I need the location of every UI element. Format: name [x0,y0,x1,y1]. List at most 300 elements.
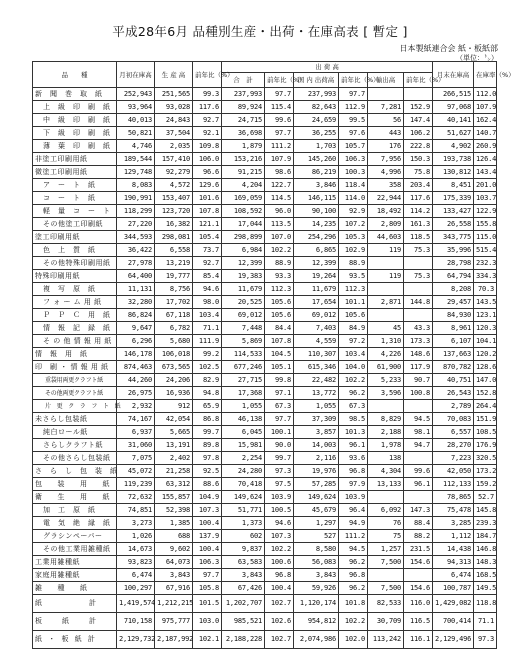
row-value: 105.8 [193,582,222,595]
header-production-yoy: 前年比（%） [193,62,222,88]
row-category: その他両更クラフト紙 [33,387,117,400]
row-value: 26,975 [117,387,155,400]
row-value: 42,050 [433,465,474,478]
row-value: 102.2 [265,543,294,556]
row-value: 97,068 [433,101,474,114]
row-value: 40,751 [433,374,474,387]
table-row [33,582,497,595]
row-value: 128.6 [474,361,497,374]
row-value: 112.0 [474,88,497,101]
row-value: 20,525 [222,296,265,309]
row-value: 102.2 [339,374,368,387]
row-value: 101.8 [339,595,368,613]
row-value: 251,565 [155,88,193,101]
row-category: 中 級 印 刷 紙 [33,114,117,127]
row-value: 36,255 [294,127,339,140]
row-value: 100.3 [339,166,368,179]
row-value [368,569,404,582]
row-value: 6,984 [222,244,265,257]
row-value: 6,782 [155,322,193,335]
row-value: 677,246 [222,361,265,374]
row-category: 微塗工印刷用紙 [33,166,117,179]
row-value: 266,515 [433,88,474,101]
row-value: 74,851 [117,504,155,517]
row-value: 86.8 [193,413,222,426]
table-row [33,335,497,348]
row-value: 254,296 [294,231,339,244]
row-value: 96.2 [339,387,368,400]
row-value: 86,219 [294,166,339,179]
row-value: 52,398 [155,504,193,517]
row-value: 874,463 [117,361,155,374]
row-value: 118.8 [474,595,497,613]
row-category: ア ー ト 紙 [33,179,117,192]
row-value: 2,254 [222,452,265,465]
table-row [33,153,497,166]
row-value: 169,059 [222,192,265,205]
row-value: 9,647 [117,322,155,335]
row-value: 912 [155,400,193,413]
row-value: 2,188 [368,426,404,439]
row-value: 118.4 [339,179,368,192]
row-value: 84.9 [339,322,368,335]
row-value: 98.1 [404,426,433,439]
row-value: 74,167 [117,413,155,426]
table-row [33,426,497,439]
row-value: 75.3 [404,270,433,283]
row-value: 99.7 [193,426,222,439]
row-value: 2,035 [155,140,193,153]
row-value: 106,018 [155,348,193,361]
row-value: 189,544 [117,153,155,166]
row-value: 1,055 [222,400,265,413]
row-value [404,257,433,270]
row-value: 97.5 [265,478,294,491]
row-value: 3,273 [117,517,155,530]
row-value: 26,543 [433,387,474,400]
row-value: 19,383 [222,270,265,283]
row-value: 108,592 [222,205,265,218]
row-value: 75 [368,530,404,543]
row-value: 37,504 [155,127,193,140]
row-category: グラシンペーパー [33,530,117,543]
row-value: 147.4 [404,114,433,127]
row-value: 123,720 [155,205,193,218]
row-value: 107.2 [339,218,368,231]
row-value: 16,936 [155,387,193,400]
row-value: 44,603 [368,231,404,244]
row-category: 電 気 絶 縁 紙 [33,517,117,530]
row-value: 21,258 [155,465,193,478]
row-value: 146,178 [117,348,155,361]
row-value: 69,012 [294,309,339,322]
table-row [33,374,497,387]
row-value: 88.2 [404,530,433,543]
row-value: 43.3 [404,322,433,335]
row-value: 1,385 [155,517,193,530]
row-value: 102.2 [265,244,294,257]
row-value: 129.6 [193,179,222,192]
row-value: 114.2 [404,205,433,218]
row-value: 32,280 [117,296,155,309]
row-value: 2,116 [294,452,339,465]
row-category: 紙 計 [33,595,117,613]
row-value: 103.0 [193,613,222,631]
row-value: 116.0 [404,595,433,613]
row-value: 1,373 [222,517,265,530]
row-category: 情 報 記 録 紙 [33,322,117,335]
row-value: 7,403 [294,322,339,335]
row-value: 129,748 [117,166,155,179]
row-value: 99.8 [265,374,294,387]
row-value: 119 [368,270,404,283]
table-row [33,452,497,465]
row-value: 2,871 [368,296,404,309]
row-value: 97.7 [193,569,222,582]
row-value: 92.9 [339,205,368,218]
row-value: 44,260 [117,374,155,387]
table-row [33,218,497,231]
row-value: 260.9 [474,140,497,153]
table-row [33,140,497,153]
row-value: 13,219 [155,257,193,270]
row-value: 176.9 [474,439,497,452]
row-value: 2,932 [117,400,155,413]
row-category: 衛 生 用 紙 [33,491,117,504]
row-value: 24,843 [155,114,193,127]
row-value: 700,414 [433,613,474,631]
table-header [33,62,515,88]
row-value: 99.6 [404,465,433,478]
row-value: 88.6 [193,478,222,491]
row-value: 65.9 [193,400,222,413]
row-value: 870,782 [433,361,474,374]
row-value: 106.0 [193,153,222,166]
row-value: 18,492 [368,205,404,218]
row-value [368,400,404,413]
row-value: 98.5 [339,413,368,426]
row-value: 114.0 [339,192,368,205]
row-value: 104.9 [193,491,222,504]
row-value: 91,215 [222,166,265,179]
row-value: 114,533 [222,348,265,361]
row-value: 99.3 [193,88,222,101]
row-value: 118.5 [404,231,433,244]
row-value: 71.1 [474,613,497,631]
row-value: 97.7 [265,413,294,426]
row-value: 1,419,574 [117,595,155,613]
row-value: 103.4 [339,348,368,361]
row-category: 塗工印刷用紙 [33,231,117,244]
row-value: 51,771 [222,504,265,517]
row-value: 70,083 [433,413,474,426]
row-value: 133,427 [433,205,474,218]
row-value: 100,297 [117,582,155,595]
row-value: 7,075 [117,452,155,465]
row-value: 59,926 [294,582,339,595]
row-value: 101.5 [193,595,222,613]
row-value: 17,702 [155,296,193,309]
row-value: 11,679 [222,283,265,296]
row-value: 84.4 [265,322,294,335]
row-value: 99.7 [265,452,294,465]
row-value: 90.0 [265,439,294,452]
row-value: 97.7 [339,88,368,101]
row-category: 片 更 ク ラ フ ト 紙 [33,400,117,413]
row-value: 112.9 [339,101,368,114]
row-value: 118,299 [117,205,155,218]
table-row [33,322,497,335]
row-value: 90,100 [294,205,339,218]
row-value: 93.6 [339,452,368,465]
row-value: 2,809 [368,218,404,231]
row-value: 42,054 [155,413,193,426]
table-row [33,88,497,101]
row-value: 31,060 [117,439,155,452]
row-value: 67,118 [155,309,193,322]
row-value [404,400,433,413]
row-value: 190,991 [117,192,155,205]
row-value: 237,993 [294,88,339,101]
row-value: 145.8 [474,504,497,517]
row-value: 146,115 [294,192,339,205]
row-value: 343,775 [433,231,474,244]
row-value: 527 [294,530,339,543]
row-value: 19,264 [294,270,339,283]
row-value: 7,500 [368,556,404,569]
row-value: 5,869 [222,335,265,348]
row-value: 2,074,986 [294,631,339,649]
row-value: 24,715 [222,114,265,127]
row-value: 19,976 [294,465,339,478]
row-value: 975,777 [155,613,193,631]
row-value: 72,632 [117,491,155,504]
row-value: 298,899 [222,231,265,244]
row-value: 111.9 [193,335,222,348]
row-value: 100.4 [265,582,294,595]
row-value: 92.5 [193,465,222,478]
row-value: 112.3 [265,283,294,296]
total-row [33,595,497,613]
row-category: その他塗工印刷紙 [33,218,117,231]
row-category: そ の 他 情 報 用 紙 [33,335,117,348]
row-value: 8,829 [368,413,404,426]
row-value: 102.1 [193,631,222,649]
row-value: 100.1 [265,426,294,439]
total-row [33,613,497,631]
row-value: 86,824 [117,309,155,322]
row-value: 50,821 [117,127,155,140]
row-value: 8,083 [117,179,155,192]
row-value: 27,978 [117,257,155,270]
table-row [33,257,497,270]
row-value: 92,279 [155,166,193,179]
row-value: 100.4 [193,543,222,556]
row-value: 203.4 [404,179,433,192]
row-value: 17,654 [294,296,339,309]
table-row [33,387,497,400]
row-value: 6,107 [433,335,474,348]
row-value: 298,081 [155,231,193,244]
row-value: 3,857 [294,426,339,439]
row-value: 16,382 [155,218,193,231]
row-value: 99.5 [339,114,368,127]
row-value: 5,665 [155,426,193,439]
row-value: 108.5 [474,426,497,439]
table-row [33,517,497,530]
row-value: 143.5 [474,296,497,309]
unit-label: （単位：㌧） [456,54,498,62]
row-value: 12,399 [294,257,339,270]
row-value: 1,879 [222,140,265,153]
row-value: 97.9 [339,478,368,491]
row-value: 103.7 [474,192,497,205]
row-value [404,569,433,582]
row-value [404,88,433,101]
row-value: 76 [368,517,404,530]
row-value: 334.3 [474,270,497,283]
row-value: 1,978 [368,439,404,452]
row-value: 9,837 [222,543,265,556]
row-value: 4,572 [155,179,193,192]
row-category: 非塗工印刷用紙 [33,153,117,166]
row-category: 特殊印刷用紙 [33,270,117,283]
row-category: 加 工 原 紙 [33,504,117,517]
row-value: 148.6 [404,348,433,361]
table-row [33,439,497,452]
row-value [404,491,433,504]
row-value: 106.2 [404,127,433,140]
row-category: 板 紙 計 [33,613,117,631]
row-value: 107.9 [474,101,497,114]
table-body [33,88,497,649]
row-value: 184.7 [474,530,497,543]
row-category: 雑 種 紙 [33,582,117,595]
row-category: その他さらし包装紙 [33,452,117,465]
row-value: 112,133 [433,478,474,491]
row-value: 99.2 [193,348,222,361]
row-value: 46,138 [222,413,265,426]
row-value: 126.4 [474,153,497,166]
row-category: 包 装 用 紙 [33,478,117,491]
row-value: 173.2 [474,465,497,478]
row-value: 36,422 [117,244,155,257]
row-value: 105.6 [339,309,368,322]
table-row [33,179,497,192]
row-value [368,309,404,322]
table-row [33,296,497,309]
row-value: 9,602 [155,543,193,556]
row-value: 99.6 [265,114,294,127]
row-value: 97.7 [265,127,294,140]
row-value: 1,703 [294,140,339,153]
row-value: 96.1 [339,439,368,452]
row-value: 358 [368,179,404,192]
row-value: 96.8 [339,569,368,582]
row-value: 1,257 [368,543,404,556]
row-value: 146.8 [474,543,497,556]
row-value: 104.1 [474,335,497,348]
row-value: 6,045 [222,426,265,439]
row-value: 144.8 [404,296,433,309]
row-value: 8,756 [155,283,193,296]
row-value: 107.8 [193,205,222,218]
row-value: 6,937 [117,426,155,439]
row-value: 2,187,992 [155,631,193,649]
row-category: 重袋用両更クラフト紙 [33,374,117,387]
row-value: 155.8 [474,218,497,231]
row-value: 109.8 [193,140,222,153]
row-value: 37,309 [294,413,339,426]
row-category: 純白ロール紙 [33,426,117,439]
row-value: 70,418 [222,478,265,491]
row-value: 64,400 [117,270,155,283]
row-value [404,452,433,465]
row-value: 67.3 [265,400,294,413]
row-value: 71.1 [193,322,222,335]
row-value: 103.4 [193,309,222,322]
row-value: 102.0 [339,631,368,649]
table-row [33,465,497,478]
row-value: 97.3 [474,631,497,649]
row-value: 3,596 [368,387,404,400]
row-value: 93.5 [339,270,368,283]
row-value: 1,297 [294,517,339,530]
row-value: 94.9 [339,517,368,530]
row-value: 96.4 [339,504,368,517]
row-value: 28,798 [433,257,474,270]
row-value: 88.9 [265,257,294,270]
header-category: 品 種 [33,62,117,88]
row-value: 111.2 [339,530,368,543]
row-value: 36,698 [222,127,265,140]
row-value: 96.1 [404,478,433,491]
row-value: 85.4 [193,270,222,283]
row-value: 92.7 [193,257,222,270]
statistics-table [32,61,515,649]
row-value: 152.9 [404,101,433,114]
row-value: 93.3 [265,270,294,283]
row-value: 115.0 [474,231,497,244]
row-value: 61,900 [368,361,404,374]
row-value: 8,451 [433,179,474,192]
row-value: 106.3 [193,556,222,569]
row-value: 64,794 [433,270,474,283]
row-value: 102.7 [265,595,294,613]
row-value: 443 [368,127,404,140]
row-value: 130,812 [433,166,474,179]
row-value: 121.1 [193,218,222,231]
row-value: 3,843 [294,569,339,582]
row-value: 113,242 [368,631,404,649]
table-row [33,127,497,140]
row-value: 11,679 [294,283,339,296]
row-value: 3,846 [294,179,339,192]
row-value: 94,313 [433,556,474,569]
row-value: 1,310 [368,335,404,348]
row-value: 63,583 [222,556,265,569]
row-value: 97.1 [265,387,294,400]
row-value: 688 [155,530,193,543]
row-value: 3,843 [222,569,265,582]
table-row [33,192,497,205]
row-category: 未さらし包装紙 [33,413,117,426]
row-category: 紙 ・ 板 紙 計 [33,631,117,649]
row-value [368,257,404,270]
table-row [33,569,497,582]
row-value: 193,738 [433,153,474,166]
row-value: 237,993 [222,88,265,101]
